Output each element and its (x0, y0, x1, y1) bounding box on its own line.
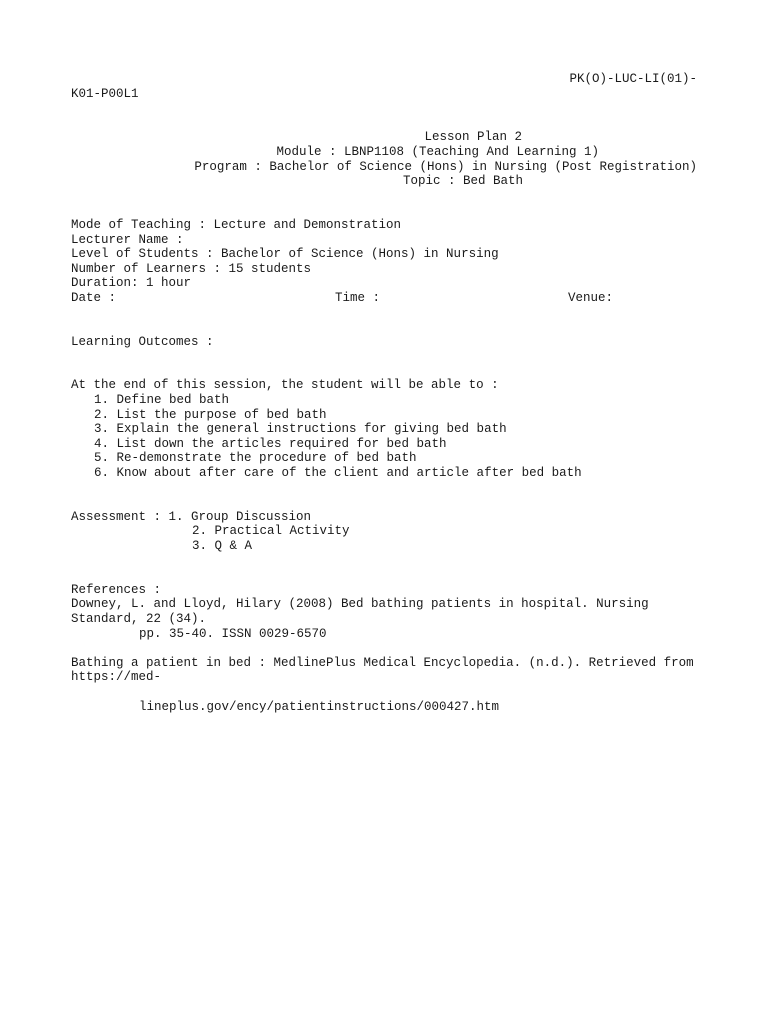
references (71, 583, 697, 714)
outcome-item: 5. Re-demonstrate the procedure of bed bath (94, 451, 417, 466)
assessment (71, 510, 697, 554)
date-label: Date : (71, 290, 117, 305)
reference-2-url: lineplus.gov/ency/patientinstructions/000427.htm (139, 699, 500, 714)
duration: Duration: 1 hour (71, 276, 192, 291)
level-of-students: Level of Students : Bachelor of Science (Hons) in Nursing (71, 247, 499, 262)
lesson-title: Lesson Plan 2 (424, 130, 522, 145)
outcome-item: 3. Explain the general instructions for giving bed bath (94, 422, 507, 437)
lesson-header (71, 130, 697, 188)
document-code-line1: PK(O)-LUC-LI(01)- (569, 72, 697, 86)
references-heading: References : (71, 582, 162, 597)
reference-1-line: Downey, L. and Lloyd, Hilary (2008) Bed bathing patients in hospital. Nursing (71, 597, 649, 612)
reference-2-line: Bathing a patient in bed : MedlinePlus Medical Encyclopedia. (n.d.). Retrieved from (71, 655, 694, 670)
assessment-item: Assessment : 1. Group Discussion (71, 509, 312, 524)
outcome-item: 2. List the purpose of bed bath (94, 407, 327, 422)
lesson-details (71, 218, 697, 306)
program-line: Program : Bachelor of Science (Hons) in Nursing (Post Registration) (194, 159, 697, 174)
outcomes-intro: At the end of this session, the student will be able to : (71, 378, 499, 393)
outcome-item: 1. Define bed bath (94, 393, 230, 408)
document-page (71, 72, 697, 714)
assessment-item: 2. Practical Activity (192, 524, 350, 539)
reference-2-url: https://med- (71, 670, 162, 685)
lecturer-name: Lecturer Name : (71, 232, 184, 247)
time-label: Time : (335, 290, 381, 305)
learning-outcomes (71, 378, 697, 480)
reference-1-line: pp. 35-40. ISSN 0029-6570 (139, 626, 327, 641)
date-time-venue-row (71, 291, 697, 306)
topic-line: Topic : Bed Bath (402, 174, 523, 189)
venue-label: Venue: (568, 290, 614, 305)
assessment-item: 3. Q & A (192, 539, 253, 553)
document-code-line2: K01-P00L1 (71, 86, 139, 101)
outcome-item: 6. Know about after care of the client and article after bed bath (94, 466, 582, 481)
number-of-learners: Number of Learners : 15 students (71, 261, 312, 276)
reference-1-line: Standard, 22 (34). (71, 611, 207, 626)
mode-of-teaching: Mode of Teaching : Lecture and Demonstration (71, 217, 402, 232)
outcome-item: 4. List down the articles required for bed bath (94, 436, 447, 451)
module-line: Module : LBNP1108 (Teaching And Learning 1) (276, 144, 599, 159)
learning-outcomes-heading: Learning Outcomes : (71, 334, 214, 349)
